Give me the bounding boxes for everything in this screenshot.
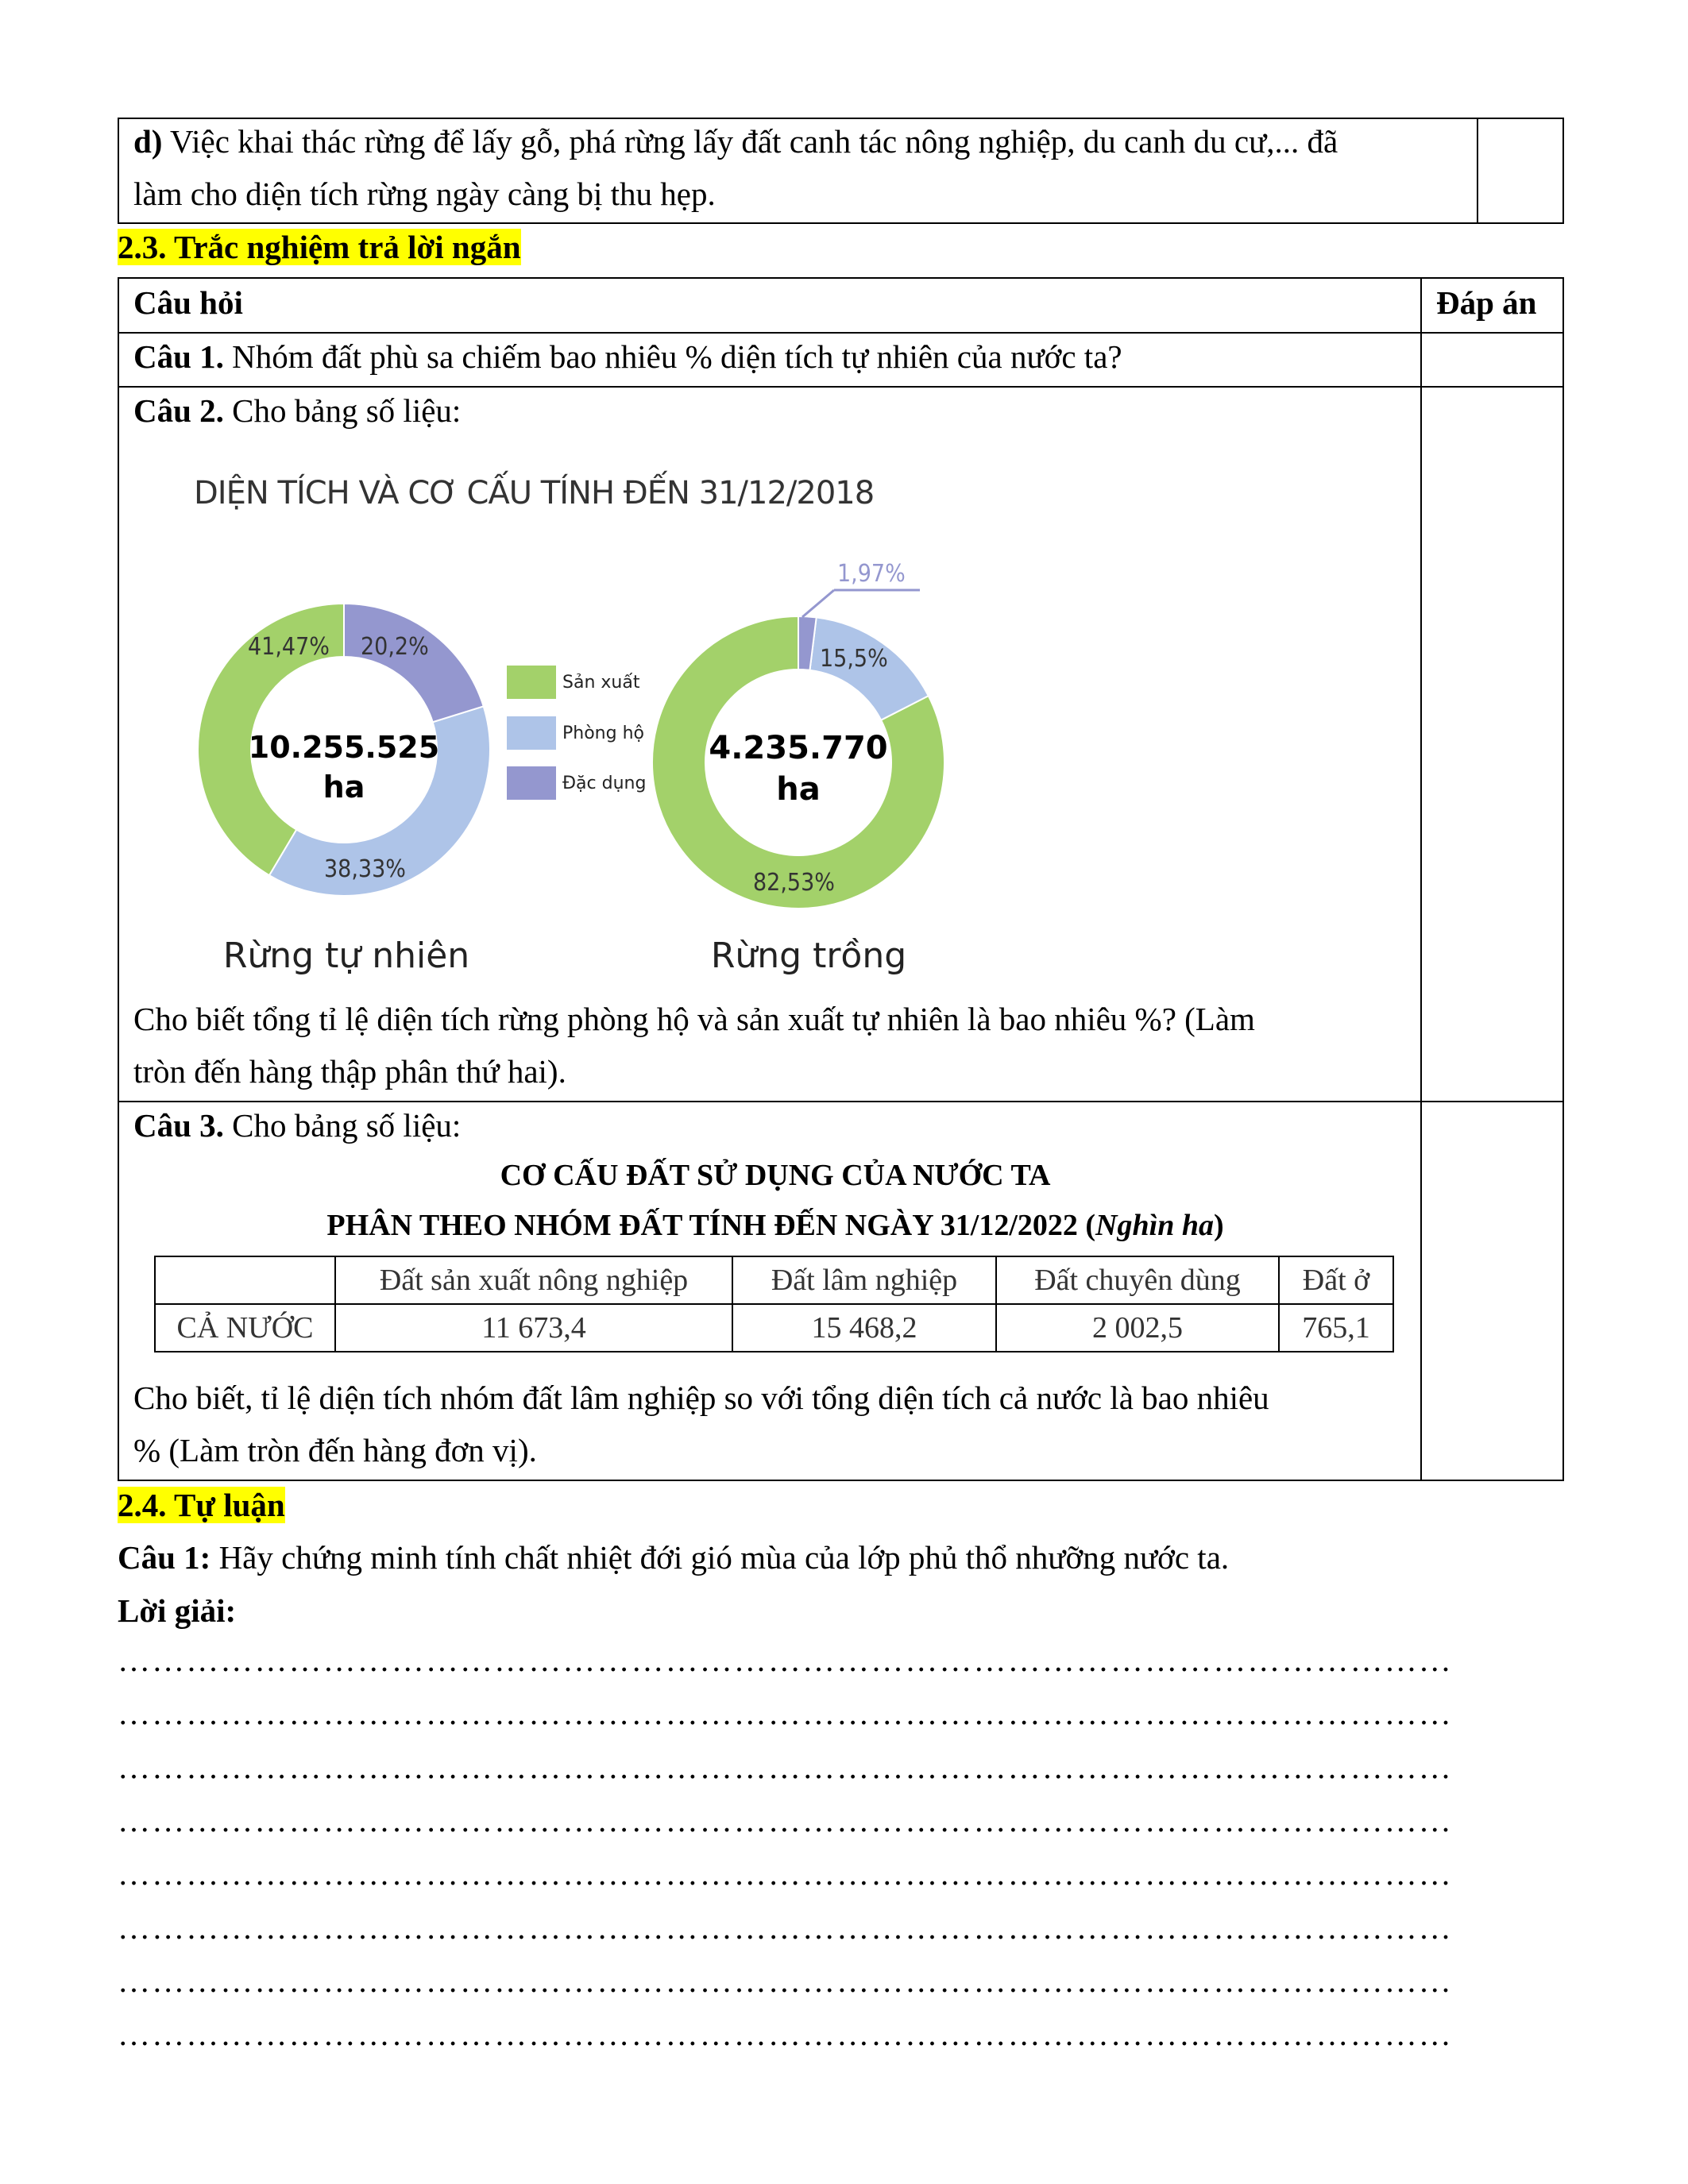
total-value: 10.255.525	[248, 730, 440, 765]
cell: 2 002,5	[996, 1304, 1279, 1352]
answer-line[interactable]: ………………………………………………………………………………………………………	[118, 1748, 1453, 1785]
title-end: )	[1213, 1209, 1224, 1242]
answer-line[interactable]: ………………………………………………………………………………………………………	[118, 1855, 1453, 1893]
data-label: 15,5%	[820, 645, 888, 673]
cell: 15 468,2	[732, 1304, 996, 1352]
data-label: 41,47%	[248, 633, 330, 661]
question-3	[133, 1099, 461, 1152]
question-label: Câu 3.	[133, 1107, 224, 1144]
question-label: Câu 1.	[133, 338, 224, 375]
answer-line[interactable]: ………………………………………………………………………………………………………	[118, 1962, 1453, 1999]
answer-cell-3[interactable]	[1423, 1104, 1562, 1479]
question-text: Cho bảng số liệu:	[223, 392, 462, 429]
answer-line[interactable]: ………………………………………………………………………………………………………	[118, 2016, 1453, 2053]
header-cell: Đất sản xuất nông nghiệp	[335, 1256, 732, 1304]
table-header-row	[155, 1256, 1393, 1304]
table-title-line2	[326, 1199, 1223, 1252]
legend-label: Sản xuất	[562, 673, 640, 693]
question-text: Nhóm đất phù sa chiếm bao nhiêu % diện tích tự nhiên của nước ta?	[223, 338, 1122, 375]
statement-label: d)	[133, 123, 163, 160]
question-text: Hãy chứng minh tính chất nhiệt đới gió mùa của lớp phủ thổ nhưỡng nước ta.	[211, 1539, 1230, 1576]
header-answer: Đáp án	[1436, 284, 1537, 321]
legend-swatch-dac-dung	[507, 766, 556, 800]
answer-line[interactable]: ………………………………………………………………………………………………………	[118, 1695, 1453, 1732]
title-text: PHÂN THEO NHÓM ĐẤT TÍNH ĐẾN NGÀY 31/12/2022 (	[326, 1209, 1096, 1242]
section-heading-2-3: 2.3. Trắc nghiệm trả lời ngắn	[118, 229, 521, 265]
chart-title: DIỆN TÍCH VÀ CƠ CẤU TÍNH ĐẾN 31/12/2018	[194, 475, 875, 511]
legend-label: Phòng hộ	[562, 723, 644, 743]
table-row	[155, 1304, 1393, 1352]
answer-label: Lời giải:	[118, 1592, 237, 1629]
answer-line[interactable]: ………………………………………………………………………………………………………	[118, 1642, 1453, 1678]
total-unit: ha	[323, 770, 365, 805]
header-cell: Đất chuyên dùng	[996, 1256, 1279, 1304]
legend-swatch-phong-ho	[507, 716, 556, 750]
legend-swatch-san-xuat	[507, 666, 556, 699]
donut-slice-dac-dung	[344, 604, 484, 722]
donut-2-name: Rừng trồng	[710, 936, 907, 976]
data-label: 82,53%	[753, 869, 835, 897]
row-label: CẢ NƯỚC	[155, 1304, 335, 1352]
section-heading-2-4: 2.4. Tự luận	[118, 1487, 285, 1523]
total-value: 4.235.770	[709, 730, 888, 766]
data-label: 1,97%	[837, 560, 906, 588]
data-label: 38,33%	[324, 855, 406, 883]
donut-1-name: Rừng tự nhiên	[222, 936, 470, 976]
header-cell	[155, 1256, 335, 1304]
question-text: Cho bảng số liệu:	[223, 1107, 462, 1144]
question-2-line2: tròn đến hàng thập phân thứ hai).	[133, 1053, 566, 1090]
donut-2-total	[709, 727, 887, 810]
table-title-line1: CƠ CẤU ĐẤT SỬ DỤNG CỦA NƯỚC TA	[500, 1159, 1051, 1192]
leader-line	[802, 590, 834, 617]
answer-line[interactable]: ………………………………………………………………………………………………………	[118, 1908, 1453, 1946]
donut-charts	[0, 0, 1688, 1032]
header-question: Câu hỏi	[133, 284, 243, 321]
title-unit: Nghìn ha	[1095, 1209, 1214, 1242]
statement-text: Việc khai thác rừng để lấy gỗ, phá rừng lấy đất canh tác nông nghiệp, du canh du cư,... đã	[162, 123, 1338, 160]
cell: 11 673,4	[335, 1304, 732, 1352]
header-cell: Đất lâm nghiệp	[732, 1256, 996, 1304]
answer-line[interactable]: ………………………………………………………………………………………………………	[118, 1801, 1453, 1839]
question-2-line1: Cho biết tổng tỉ lệ diện tích rừng phòng hộ và sản xuất tự nhiên là bao nhiêu %? (Làm	[133, 1001, 1255, 1037]
donut-1-total	[249, 727, 439, 807]
essay-question	[118, 1531, 1229, 1584]
statement-text-line2: làm cho diện tích rừng ngày càng bị thu hẹp.	[133, 176, 716, 212]
land-use-table	[154, 1256, 1394, 1352]
data-label: 20,2%	[361, 633, 429, 661]
question-label: Câu 2.	[133, 392, 224, 429]
question-3-line1: Cho biết, tỉ lệ diện tích nhóm đất lâm nghiệp so với tổng diện tích cả nước là bao nhiêu	[133, 1379, 1269, 1416]
total-unit: ha	[776, 771, 821, 808]
legend-label: Đặc dụng	[562, 774, 647, 793]
header-cell: Đất ở	[1279, 1256, 1393, 1304]
cell: 765,1	[1279, 1304, 1393, 1352]
question-label: Câu 1:	[118, 1539, 211, 1576]
question-3-line2: % (Làm tròn đến hàng đơn vị).	[133, 1432, 537, 1468]
